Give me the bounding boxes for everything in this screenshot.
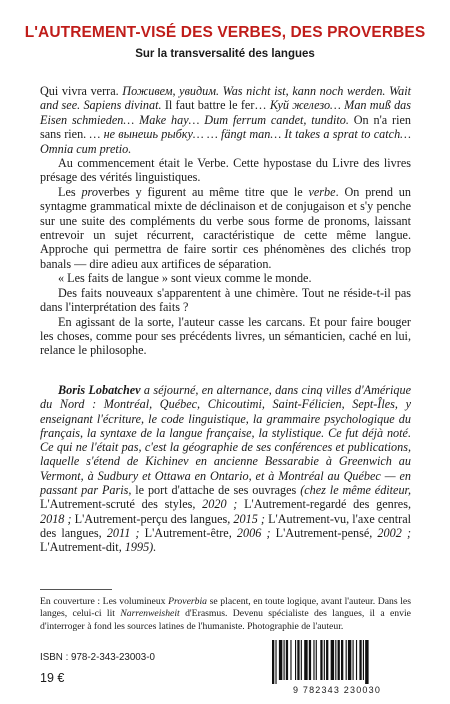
book-ref: L'Autrement-perçu des langues <box>74 511 228 526</box>
book-year: , 2015 ; <box>227 511 269 526</box>
chimera-paragraph: Des faits nouveaux s'apparentent à une chimère. Tout ne réside-t-il pas dans l'interprétation des faits ? <box>40 285 411 315</box>
intro-paragraph: Au commencement était le Verbe. Cette hypostase du Livre des livres présage des vérités linguistiques. <box>40 156 411 185</box>
book-ref: L'Autrement-pensé <box>275 525 370 540</box>
proverb-translations-1: Поживем, увидим. Was nicht ist, kann noch werden. Wait and see. Sapiens divinat. <box>40 84 412 113</box>
proverb-fr-1: Qui vivra verra. <box>40 84 123 98</box>
bio-text: chez le même éditeur <box>304 483 408 498</box>
book-subtitle: Sur la transversalité des langues <box>135 48 315 60</box>
barcode <box>262 640 412 696</box>
isbn: ISBN : 978-2-343-23003-0 <box>40 652 155 663</box>
bio-text: a séjourné, en alternance, dans cinq villes d'Amérique du Nord : Montréal, Québec, Chicoutimi, Saint-Félicien, Sept-Îles, y enseignant l'écriture, le code linguistique, la grammaire psychologique du français, la syntaxe de la langue française, la stylistique. Ce fut déjà noté. Ce qui ne l'était pas, c'est la géographie de ses conférences et publications, laquelle s'étend de Kichinev en ancienne Bessarabie à Greenwich au Vermont, à Sudbury et Ottawa en Ontario, et à Montréal au Québec — en passant par Paris, <box>40 383 412 498</box>
proverbs-paragraph <box>40 84 411 156</box>
book-ref: L'Autrement-être <box>144 525 229 540</box>
barcode-bars <box>270 640 404 684</box>
barcode-digits: 9 782343 230030 <box>292 685 382 695</box>
divider <box>40 589 112 590</box>
price: 19 € <box>40 671 65 685</box>
cover-title-ref: Narrenweisheit <box>120 608 180 620</box>
book-year: , 2020 ; <box>192 497 245 512</box>
bio-paragraph <box>40 383 411 555</box>
back-cover-text <box>40 84 411 358</box>
proverb-fr-2: Il faut battre le fer… <box>161 98 270 113</box>
approach-text: Les <box>58 184 82 199</box>
book-ref: L'Autrement-vu, l'axe central des langues <box>40 511 412 540</box>
proverb-translations-2: Куй железо… Man muß das Eisen schmieden… Make hay… Dum ferrum candet, tundito. <box>40 98 411 127</box>
bio-text-roman: le port d'attache de ses ouvrages <box>135 483 297 498</box>
cover-text: En couverture : Les volumineux <box>40 596 169 607</box>
author-bio <box>40 383 411 555</box>
cover-text: se placent, en toute logique, avant l'auteur. Dans les langes, celui-ci lit <box>40 596 411 620</box>
proverb-translations-3: … не вынешь рыбку… … fängt man… It takes a sprat to catch… Omnia cum pretio. <box>40 127 411 156</box>
book-ref: L'Autrement-regardé des genres <box>244 497 408 512</box>
emphasis-verbe: verbe <box>308 184 336 199</box>
approach-text: verbes y figurent au même titre que le <box>97 184 309 199</box>
cover-title-ref: Proverbia <box>168 596 208 607</box>
book-year: , 2011 ; <box>98 525 145 540</box>
emphasis-pro: pro <box>81 184 98 199</box>
cover-credit <box>40 596 411 633</box>
book-year: , 2018 ; <box>40 497 411 526</box>
book-title: L'AUTREMENT-VISÉ DES VERBES, DES PROVERBES <box>24 24 426 41</box>
approach-text: . On prend un syntagme grammatical mixte de déclinaison et de conjugaison et s'y penche sur une suite des compléments du verbe sous forme de pronoms, laissant entrevoir un sujet récurrent, caractéristique de cette même langue. Approche qui permettra de faire sortir ces phénomènes des clichés trop banals — dire adieu aux artifices de séparation. <box>40 184 411 271</box>
book-ref: L'Autrement-scruté des styles <box>40 497 193 512</box>
cover-text: d'Erasmus. Devenu spécialiste des langues, il a envie d'interroger à fond les sources latines de l'humaniste. Photographie de l'auteur. <box>40 608 411 632</box>
book-year: , 2002 ; <box>369 525 412 540</box>
book-ref: L'Autrement-dit <box>40 540 119 555</box>
approach-paragraph <box>40 185 411 271</box>
book-year: , 2006 ; <box>228 525 276 540</box>
bio-text: , <box>407 483 411 498</box>
facts-paragraph: « Les faits de langue » sont vieux comme le monde. <box>58 271 312 286</box>
book-year: , 1995). <box>118 540 157 555</box>
bio-text: ( <box>296 483 305 498</box>
author-name: Boris Lobatchev <box>58 383 141 397</box>
author-paragraph: En agissant de la sorte, l'auteur casse les carcans. Et pour faire bouger les choses, comme pour ses précédents livres, un sémanticien, caché en lui, relance le philosophe. <box>40 314 411 358</box>
proverb-fr-3: On n'a rien sans rien. <box>40 112 411 142</box>
